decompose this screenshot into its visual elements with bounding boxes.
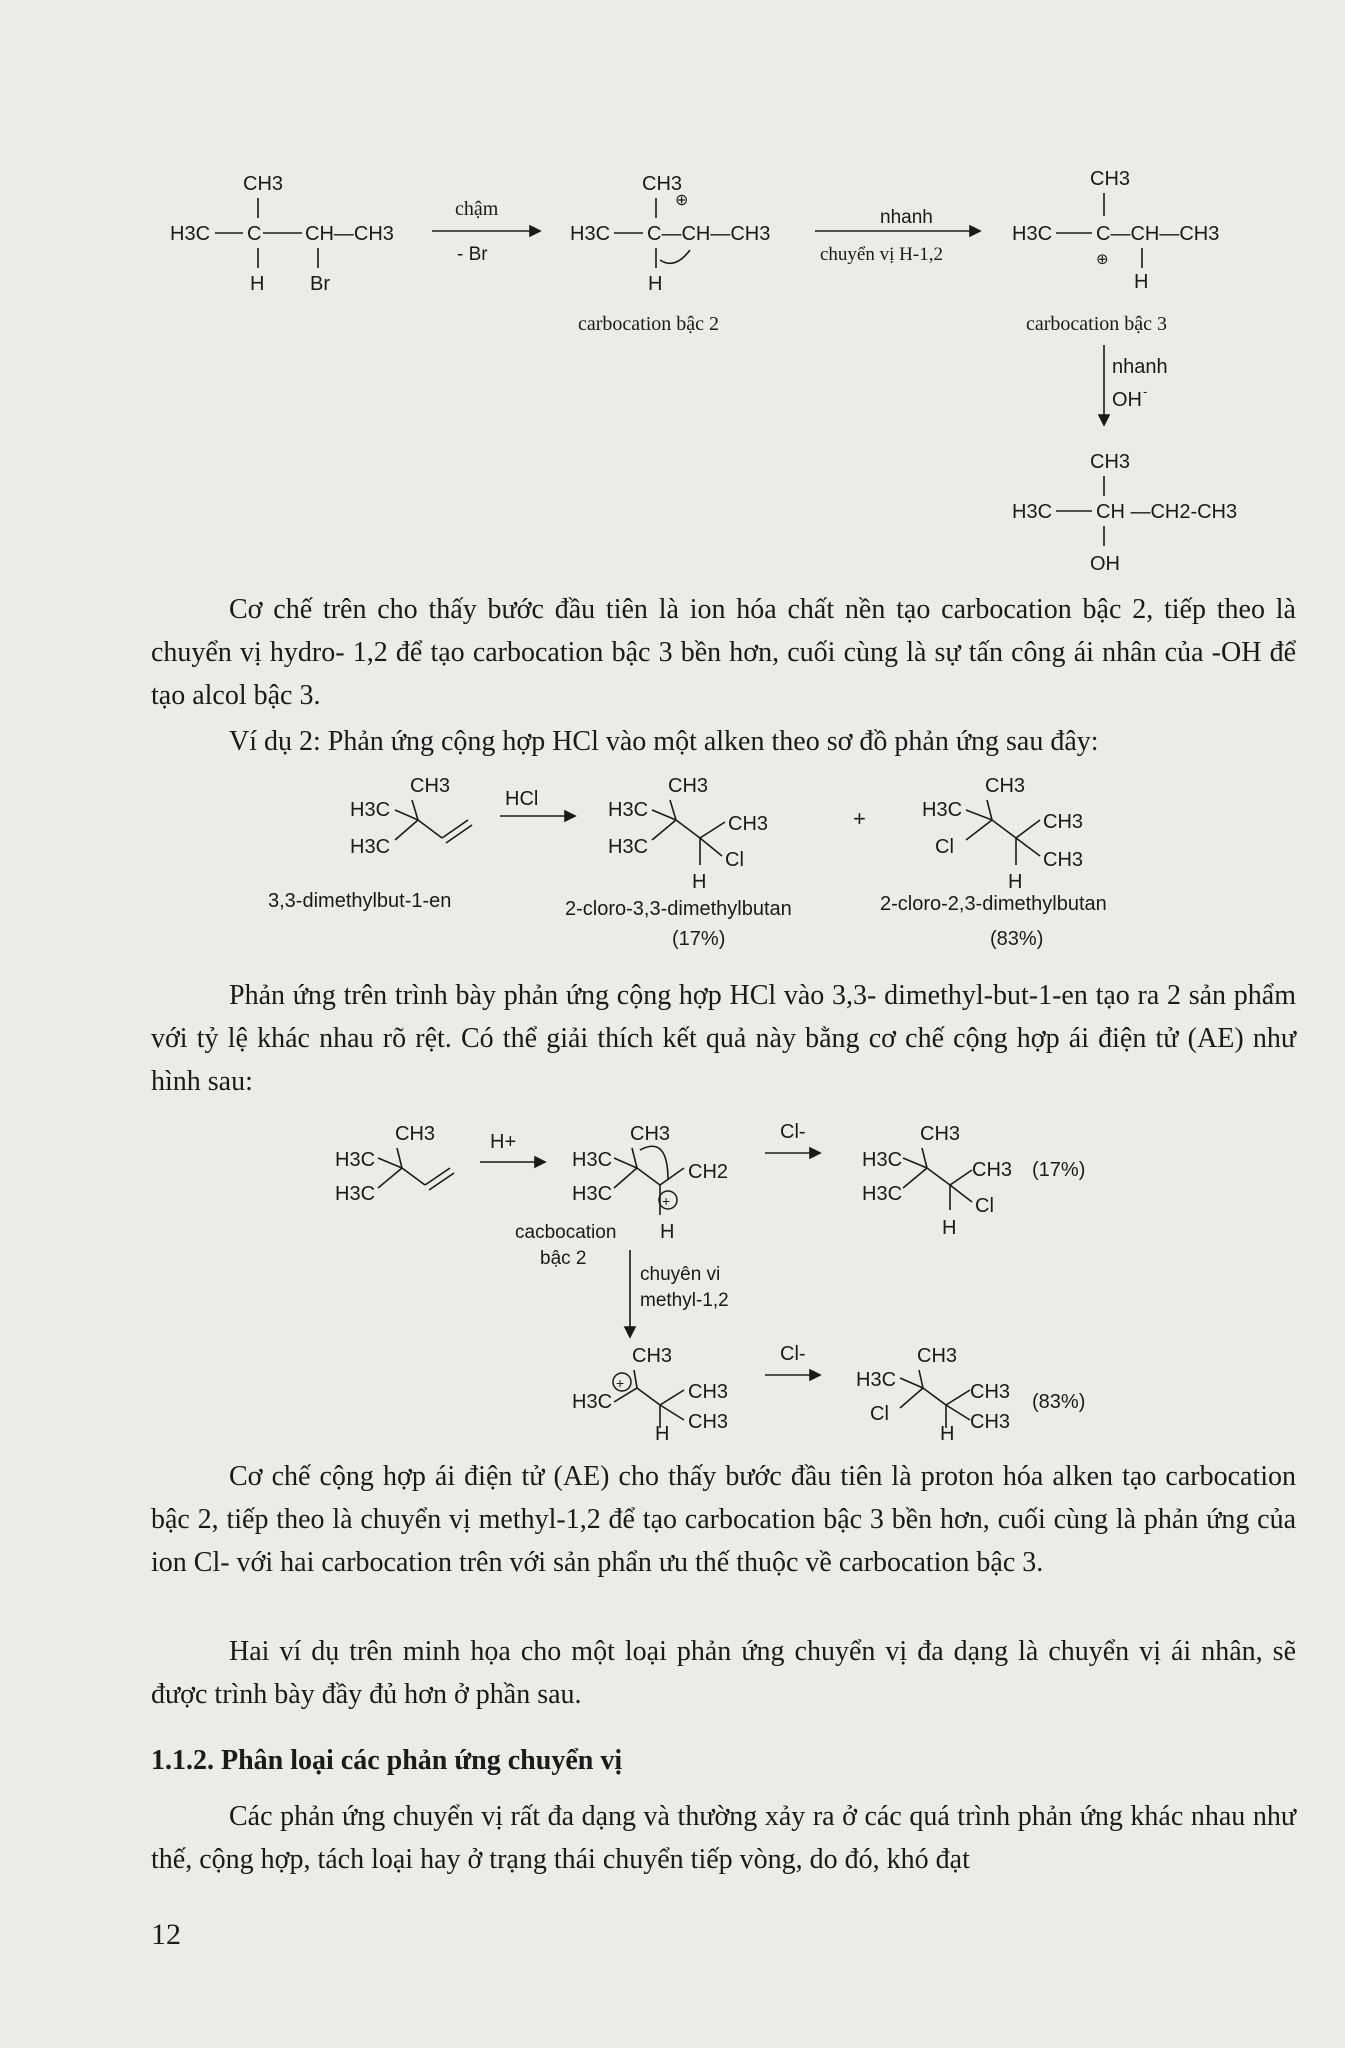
reagent-chloride-2: Cl- [780,1343,806,1365]
svg-text:Cl: Cl [870,1403,889,1425]
product-alcohol [1012,451,1237,575]
product-2-chloro-3-3-dimethylbutane [608,775,768,893]
step1-condition-below: - Br [457,244,488,265]
svg-text:CH3: CH3 [642,173,683,195]
svg-text:H3C: H3C [572,1183,613,1205]
product-2-chloro-2-3-dimethylbutane [922,775,1083,893]
svg-text:H: H [1008,871,1023,893]
svg-text:CH3: CH3 [970,1411,1011,1433]
svg-text:CH —CH2-CH3: CH —CH2-CH3 [1096,501,1238,523]
svg-text:CH3: CH3 [920,1123,961,1145]
svg-text:H3C: H3C [350,836,391,858]
svg-text:H3C: H3C [350,799,391,821]
alkene-start [335,1123,454,1205]
svg-text:CH3: CH3 [243,173,284,195]
svg-text:H: H [692,871,707,893]
svg-text:H3C: H3C [572,1149,613,1171]
shift-label-line1: chuyên vi [640,1264,721,1285]
svg-text:CH3: CH3 [1043,849,1084,871]
label-carbocation-bac-3: carbocation bậc 3 [1026,313,1168,335]
reaction-scheme-1 [0,160,1345,580]
svg-text:CH3: CH3 [668,775,709,797]
yield-major: (83%) [1032,1391,1086,1413]
carbocation-intermediate-tertiary [572,1345,728,1445]
svg-text:H3C: H3C [1012,223,1053,245]
svg-text:H3C: H3C [608,799,649,821]
svg-text:H: H [655,1423,670,1445]
svg-text:CH2: CH2 [688,1161,729,1183]
svg-text:CH—CH3: CH—CH3 [305,223,394,245]
paragraph-ae-mechanism-intro: Phản ứng trên trình bày phản ứng cộng hợp HCl vào 3,3- dimethyl-but-1-en tạo ra 2 sản phẩm với tỷ lệ khác nhau rõ rệt. Có thể giải thích kết quả này bằng cơ chế cộng hợp ái điện tử (AE) như hình sau: [151,980,1296,1097]
reagent-proton: H+ [490,1131,517,1153]
svg-text:H: H [940,1423,955,1445]
reagent-hcl: HCl [505,788,539,810]
reactant-3-3-dimethylbut-1-ene [350,775,472,858]
svg-text:CH3: CH3 [1090,168,1131,190]
svg-text:OH: OH [1090,553,1120,575]
svg-text:H3C: H3C [608,836,649,858]
svg-text:CH3: CH3 [917,1345,958,1367]
svg-text:CH3: CH3 [970,1381,1011,1403]
svg-text:+: + [662,1193,671,1209]
svg-text:H3C: H3C [862,1183,903,1205]
paragraph-summary: Hai ví dụ trên minh họa cho một loại phản ứng chuyển vị đa dạng là chuyển vị ái nhân, sẽ được trình bày đầy đủ hơn ở phần sau. [151,1636,1296,1710]
paragraph-classification: Các phản ứng chuyển vị rất đa dạng và thường xảy ra ở các quá trình phản ứng khác nhau như thế, cộng hợp, tách loại hay ở trạng thái chuyển tiếp vòng, do đó, khó đạt [151,1801,1296,1875]
svg-text:Br: Br [310,273,330,295]
svg-text:⊕: ⊕ [675,192,689,209]
svg-text:Cl: Cl [935,836,954,858]
svg-text:H: H [1134,271,1149,293]
shift-label-line2: methyl-1,2 [640,1290,729,1311]
svg-text:H3C: H3C [170,223,211,245]
svg-text:+: + [616,1375,625,1391]
svg-text:CH3: CH3 [410,775,451,797]
svg-text:CH3: CH3 [395,1123,436,1145]
product-ae-minor [862,1123,1012,1239]
label-carbocation-bac-2: carbocation bậc 2 [578,313,720,335]
svg-text:CH3: CH3 [688,1381,729,1403]
svg-text:CH3: CH3 [1090,451,1131,473]
paragraph-mechanism-explanation-1: Cơ chế trên cho thấy bước đầu tiên là ion hóa chất nền tạo carbocation bậc 2, tiếp theo là chuyển vị hydro- 1,2 để tạo carbocation bậc 3 bền hơn, cuối cùng là sự tấn công ái nhân của -OH để tạo alcol bậc 3. [151,594,1296,711]
carbocation-tertiary [1012,168,1219,293]
reagent-chloride-1: Cl- [780,1121,806,1143]
carbocation-secondary [570,173,770,295]
reaction-scheme-3-ae-mechanism [0,1110,1345,1445]
product1-yield: (17%) [672,928,726,950]
product-ae-major [856,1345,1010,1445]
svg-text:H3C: H3C [922,799,963,821]
product2-yield: (83%) [990,928,1044,950]
svg-text:Cl: Cl [725,849,744,871]
svg-text:H3C: H3C [1012,501,1053,523]
svg-text:H3C: H3C [335,1149,376,1171]
reactant-name: 3,3-dimethylbut-1-en [268,890,452,912]
yield-minor: (17%) [1032,1159,1086,1181]
svg-text:-: - [1143,384,1148,399]
svg-text:C—CH—CH3: C—CH—CH3 [1096,223,1220,245]
step1-condition-above: chậm [455,198,499,220]
svg-text:H3C: H3C [570,223,611,245]
step3-condition-bottom: OH [1112,389,1142,411]
svg-text:CH3: CH3 [728,813,769,835]
svg-text:Cl: Cl [975,1195,994,1217]
paragraph-example-2: Ví dụ 2: Phản ứng cộng hợp HCl vào một alken theo sơ đồ phản ứng sau đây: [229,726,1099,757]
svg-text:H: H [942,1217,957,1239]
step3-condition-top: nhanh [1112,356,1168,378]
svg-text:CH3: CH3 [688,1411,729,1433]
svg-text:CH3: CH3 [630,1123,671,1145]
reaction-scheme-2 [0,770,1345,960]
svg-text:H3C: H3C [335,1183,376,1205]
svg-text:H: H [660,1221,675,1243]
svg-text:H: H [648,273,663,295]
svg-text:C: C [247,223,262,245]
product2-name: 2-cloro-2,3-dimethylbutan [880,893,1107,915]
page-number: 12 [151,1918,181,1951]
step2-condition-above: nhanh [880,207,933,228]
cation-label-line1: cacbocation [515,1222,617,1243]
svg-text:C—CH—CH3: C—CH—CH3 [647,223,771,245]
svg-text:CH3: CH3 [972,1159,1013,1181]
paragraph-ae-mechanism-explanation: Cơ chế cộng hợp ái điện tử (AE) cho thấy bước đầu tiên là proton hóa alken tạo carbocation bậc 2, tiếp theo là chuyển vị methyl-1,2 để tạo carbocation bậc 3 bền hơn, cuối cùng là phản ứng của ion Cl- với hai carbocation trên với sản phẩn ưu thế thuộc về carbocation bậc 3. [151,1461,1296,1578]
section-heading-1-1-2: 1.1.2. Phân loại các phản ứng chuyển vị [151,1745,623,1776]
svg-text:CH3: CH3 [985,775,1026,797]
reactant-2-bromo-3-methylbutane [170,173,394,295]
step2-condition-below: chuyển vị H-1,2 [820,244,943,265]
svg-text:H3C: H3C [572,1391,613,1413]
svg-text:⊕: ⊕ [1096,251,1109,268]
plus-sign: + [853,806,866,831]
product1-name: 2-cloro-3,3-dimethylbutan [565,898,792,920]
cation-label-line2: bậc 2 [540,1248,587,1269]
svg-text:H3C: H3C [856,1369,897,1391]
svg-text:CH3: CH3 [632,1345,673,1367]
svg-text:H: H [250,273,265,295]
svg-text:CH3: CH3 [1043,811,1084,833]
svg-text:H3C: H3C [862,1149,903,1171]
